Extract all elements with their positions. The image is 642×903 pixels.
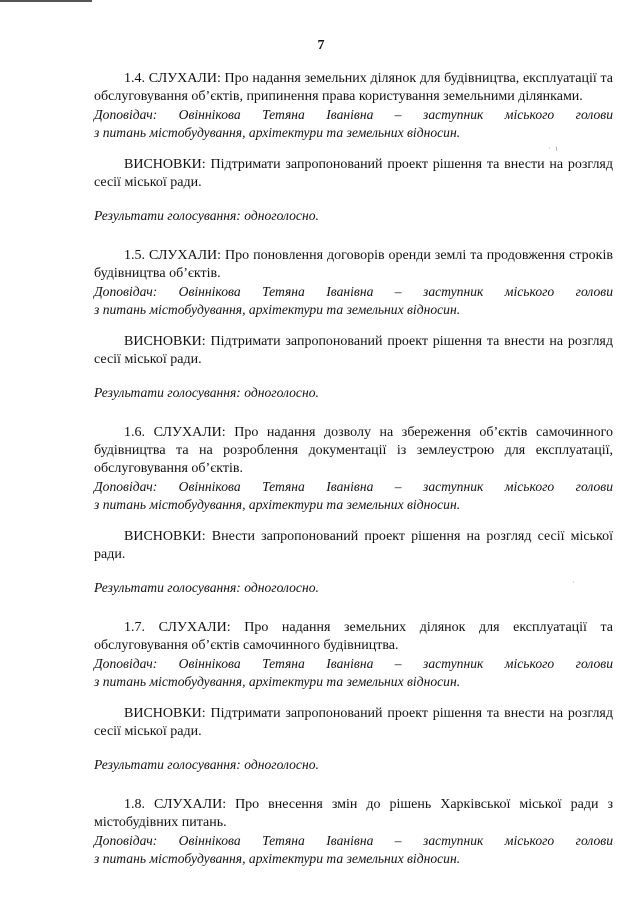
scan-speck: · (572, 578, 575, 587)
reporter-line: Доповідач: Овіннікова Тетяна Іванівна – заступник міського голови (94, 656, 613, 671)
heard-paragraph: 1.4. СЛУХАЛИ: Про надання земельних ділянок для будівництва, експлуатації та обслуговування об’єктів, припинення права користування земельними ділянками. (94, 71, 613, 104)
minutes-body (94, 70, 613, 868)
conclusion-paragraph: ВИСНОВКИ: Підтримати запропонований проект рішення та внести на розгляд сесії міської ради. (94, 706, 613, 739)
reporter-line: Доповідач: Овіннікова Тетяна Іванівна – заступник міського голови (94, 479, 613, 494)
agenda-item-1-5 (94, 247, 613, 402)
vote-result: Результати голосування: одноголосно. (94, 385, 319, 400)
agenda-item-1-7 (94, 619, 613, 774)
page-number: 7 (317, 38, 325, 53)
reporter-position: з питань містобудування, архітектури та земельних відносин. (94, 125, 461, 140)
reporter-position: з питань містобудування, архітектури та земельних відносин. (94, 302, 461, 317)
conclusion-paragraph: ВИСНОВКИ: Підтримати запропонований проект рішення та внести на розгляд сесії міської ради. (94, 334, 613, 367)
reporter-line: Доповідач: Овіннікова Тетяна Іванівна – заступник міського голови (94, 833, 613, 848)
agenda-item-1-6 (94, 424, 613, 597)
heard-paragraph: 1.8. СЛУХАЛИ: Про внесення змін до рішень Харківської міської ради з містобудівних питань. (94, 797, 613, 830)
heard-paragraph: 1.5. СЛУХАЛИ: Про поновлення договорів оренди землі та продовження строків будівництва об’єктів. (94, 248, 613, 281)
vote-result: Результати голосування: одноголосно. (94, 757, 319, 772)
reporter-position: з питань містобудування, архітектури та земельних відносин. (94, 674, 461, 689)
reporter-line: Доповідач: Овіннікова Тетяна Іванівна – заступник міського голови (94, 284, 613, 299)
vote-result: Результати голосування: одноголосно. (94, 580, 319, 595)
vote-result: Результати голосування: одноголосно. (94, 208, 319, 223)
heard-paragraph: 1.6. СЛУХАЛИ: Про надання дозволу на збереження об’єктів самочинного будівництва та на розроблення документації із землеустрою для експлуатації, обслуговування об’єктів. (94, 425, 613, 476)
reporter-line: Доповідач: Овіннікова Тетяна Іванівна – заступник міського голови (94, 107, 613, 122)
reporter-position: з питань містобудування, архітектури та земельних відносин. (94, 851, 461, 866)
conclusion-paragraph: ВИСНОВКИ: Внести запропонований проект рішення на розгляд сесії міської ради. (94, 529, 613, 562)
agenda-item-1-8 (94, 796, 613, 868)
scan-edge-mark (0, 0, 92, 2)
heard-paragraph: 1.7. СЛУХАЛИ: Про надання земельних ділянок для експлуатації та обслуговування об’єктів самочинного будівництва. (94, 620, 613, 653)
conclusion-paragraph: ВИСНОВКИ: Підтримати запропонований проект рішення та внести на розгляд сесії міської ради. (94, 157, 613, 190)
agenda-item-1-4 (94, 70, 613, 225)
reporter-position: з питань містобудування, архітектури та земельних відносин. (94, 497, 461, 512)
scan-speck: · ı (548, 144, 558, 153)
